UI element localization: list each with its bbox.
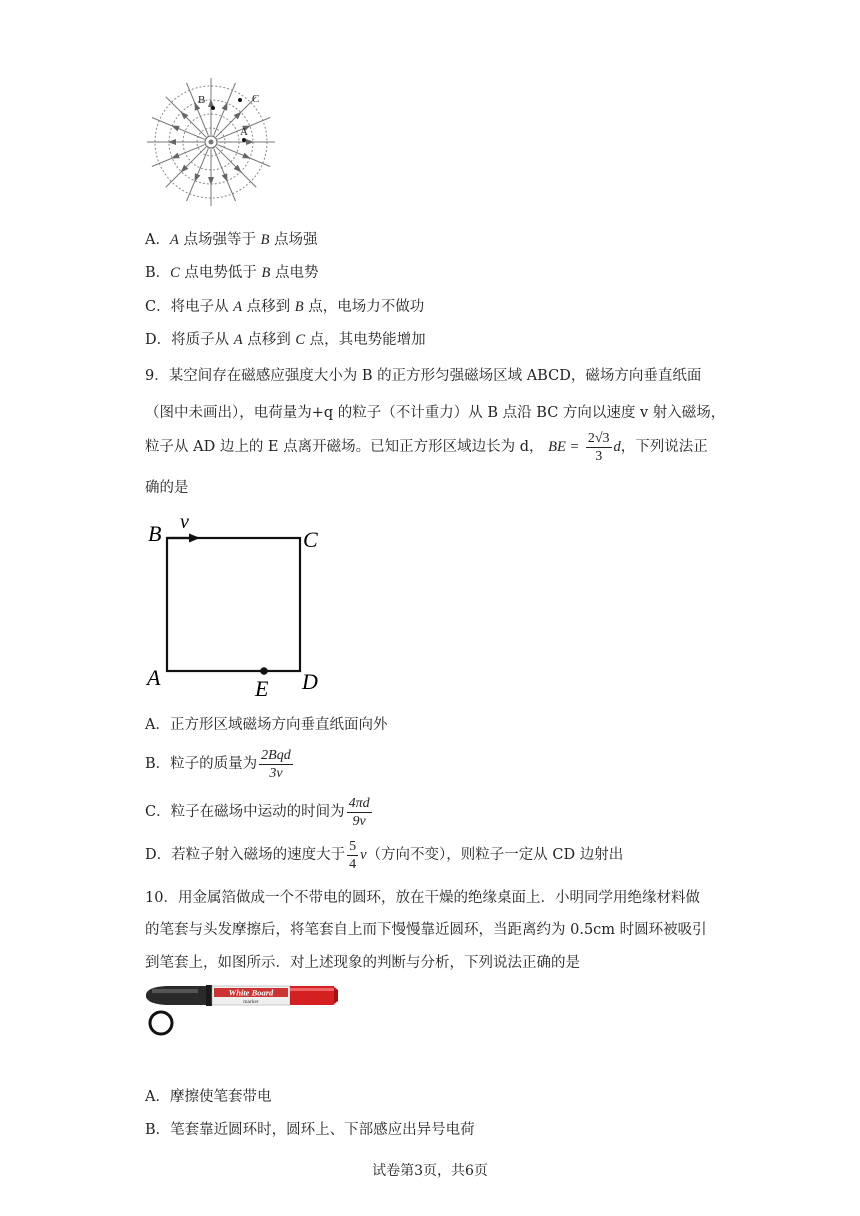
point-a-dot [242,138,246,142]
field-arrowhead [208,99,214,107]
q10-option-b: B．笔套靠近圆环时，圆环上、下部感应出异号电荷 [145,1122,475,1138]
q8-option-text: 点场强等于 [178,232,261,248]
marker-cap-shine [152,989,198,993]
square-region [167,538,300,671]
q9-option-d-num: 5 [349,838,357,854]
point-b-dot [211,106,215,110]
q9-option-d [145,836,623,874]
q8-option-point-label: A [233,332,243,348]
q9-option-d-text: D．若粒子射入磁场的速度大于 [145,847,346,863]
marker-barrel-shine [290,988,334,991]
q9-option-b-num: 2Bqd [261,747,291,763]
q9-option-c-num: 4πd [348,795,370,811]
q8-option-text: 点，电场力不做功 [303,299,425,315]
marker-cap-ring [206,985,212,1006]
q8-option-letter: B． [145,265,171,281]
q8-option-letter: A． [145,232,170,248]
field-lines-diagram [145,75,277,209]
label-c: C [252,93,260,105]
q8-option-point-label: B [261,265,271,281]
field-arrowhead [222,102,228,111]
point-c-dot [238,98,242,102]
label-d: D [302,669,318,694]
q9-stem-line3-end: ，下列说法正 [620,439,708,455]
marker-ring-figure [144,980,340,1040]
q8-option-letter: C． [145,299,171,315]
q8-option-text: 将质子从 [171,332,234,348]
q8-option-letter: D． [145,332,172,348]
label-a: A [240,126,248,138]
field-arrowhead [242,153,251,159]
q8-option-text: 点电势低于 [179,265,262,281]
q9-stem-line2: （图中未画出），电荷量为+q 的粒子（不计重力）从 B 点沿 BC 方向以速度 v 射入磁场， [145,405,726,421]
label-b: B [198,94,206,106]
q9-stem-line3 [145,428,708,466]
q9-be-num: 2√3 [587,430,610,446]
q9-option-c-fraction [347,795,372,830]
q8-option-text: 点移到 [242,332,296,348]
q9-stem-line1: 9．某空间存在磁感应强度大小为 B 的正方形匀强磁场区域 ABCD，磁场方向垂直纸面 [145,368,702,384]
label-e: E [255,676,269,701]
marker-brand-text: White Board [228,987,274,998]
point-e-dot [260,667,268,675]
q9-option-d-v: v [360,847,367,863]
square-abcd-diagram [140,508,340,706]
q10-option-a: A．摩擦使笔套带电 [145,1089,272,1105]
field-arrowhead [222,173,228,182]
q9-be-d: d [613,439,621,455]
q8-option-b [145,263,319,283]
label-a: A [147,665,161,690]
q8-option-point-label: A [233,299,243,315]
q8-option-text: 点移到 [242,299,295,315]
square-field-figure [140,508,340,706]
q8-option-text: 点，其电势能增加 [305,332,426,348]
q8-option-d [145,330,426,350]
field-lines-figure [145,75,277,209]
q9-option-a: A．正方形区域磁场方向垂直纸面向外 [145,717,388,733]
field-arrowhead [195,173,201,182]
q10-stem-line2: 的笔套与头发摩擦后，将笔套自上而下慢慢靠近圆环，当距离约为 0.5cm 时圆环被吸引 [145,922,707,938]
q9-option-d-rest: （方向不变），则粒子一定从 CD 边射出 [366,847,624,863]
q8-option-point-label: A [169,232,179,248]
q9-option-b [145,745,295,783]
q9-stem-line4: 确的是 [145,480,189,496]
label-b: B [148,521,162,546]
q9-option-d-den: 4 [349,856,357,872]
q8-option-c [145,297,424,317]
q9-option-b-den: 3v [269,765,283,781]
page-footer: 试卷第3页，共6页 [372,1163,488,1179]
q8-option-text: 将电子从 [170,299,234,315]
marker-sub-text: marker [243,999,259,1005]
q9-be-label: BE = [548,439,580,455]
q8-option-text: 点电势 [270,265,319,281]
q8-option-text: 点场强 [269,232,318,248]
marker-cap [146,986,206,1005]
q8-option-a [145,230,318,250]
q8-option-point-label: B [260,232,270,248]
field-arrowhead [171,153,180,159]
source-charge-inner [209,140,214,145]
q9-be-den: 3 [595,448,603,464]
label-v: v [180,511,189,533]
q8-option-point-label: C [170,265,180,281]
field-arrowhead [171,126,180,132]
q10-stem-line1: 10．用金属箔做成一个不带电的圆环，放在干燥的绝缘桌面上．小明同学用绝缘材料做 [145,890,700,906]
q9-option-c [145,793,374,831]
q9-stem-line3-text: 粒子从 AD 边上的 E 点离开磁场。已知正方形区域边长为 d， [145,439,544,455]
velocity-arrow-head [189,534,200,543]
q9-option-b-text: B．粒子的质量为 [145,756,258,772]
q9-option-c-den: 9v [352,813,366,829]
q9-option-d-fraction [347,838,358,873]
marker-ring-diagram [144,980,340,1040]
q8-option-point-label: B [294,299,304,315]
marker-end [334,987,338,1004]
q9-option-c-text: C．粒子在磁场中运动的时间为 [145,804,345,820]
label-c: C [303,527,318,552]
q10-stem-line3: 到笔套上，如图所示．对上述现象的判断与分析，下列说法正确的是 [145,955,580,971]
q8-option-point-label: C [295,332,305,348]
q9-option-b-fraction [259,747,293,782]
foil-ring [150,1012,172,1034]
q9-be-fraction [586,430,612,465]
